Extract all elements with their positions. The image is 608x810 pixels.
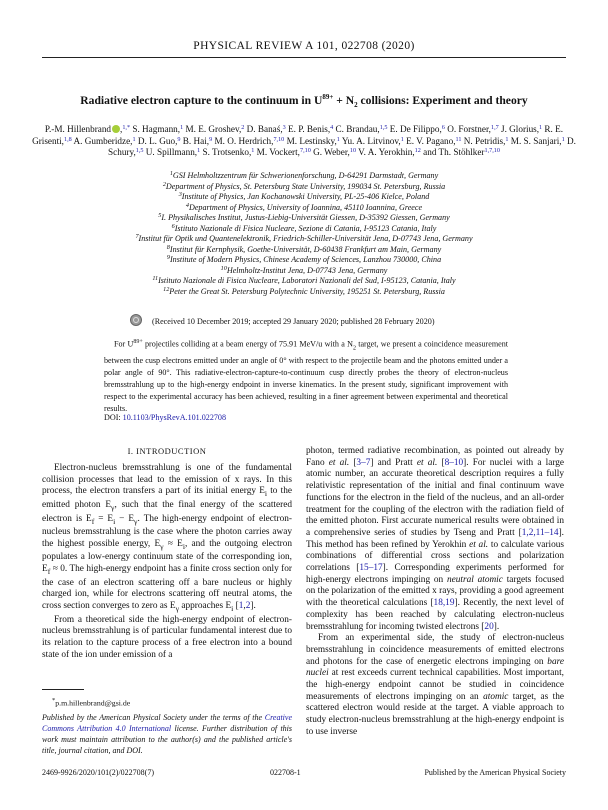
affiliation: $^4$Department of Physics, University of Ioannina, 45110 Ioannina, Greece [185, 201, 423, 212]
received-dates [130, 314, 510, 326]
affiliation-marker[interactable]: 10 [349, 147, 357, 154]
author: E. P. Benis,$^4$ [288, 124, 334, 134]
affiliation-marker[interactable]: 1,5 [135, 147, 144, 154]
affiliation-marker[interactable]: 11 [455, 135, 462, 143]
author: D. L. Guo,$^9$ [137, 135, 181, 146]
affiliation-marker[interactable]: 1,* [122, 124, 131, 131]
author: P.-M. Hillenbrand ,$^{1,*}$ [44, 124, 131, 134]
affiliation-marker[interactable]: 4 [330, 124, 334, 131]
author: V. A. Yerokhin,$^{12}$ [358, 147, 421, 157]
affiliation-marker[interactable]: 1 [561, 135, 565, 143]
footer-issn: 2469-9926/2020/101(2)/022708(7) [42, 768, 154, 777]
author: S. Trotsenko,$^1$ [202, 147, 255, 157]
right-column-text [306, 446, 564, 739]
affiliation-marker[interactable]: 1,5 [379, 124, 388, 131]
title-sub: 2 [354, 101, 358, 110]
license-notice: Published by the American Physical Society under the terms of the Creative Commons Attribution 4.0 International license. Further distribution of this work must maintain attribution to the author(s) and the published article's title, journal citation, and DOI. [42, 713, 293, 755]
affiliation-marker[interactable]: 1 [336, 135, 340, 143]
affiliation-marker[interactable]: 1 [505, 135, 509, 143]
author: D. Schury,$^{1,5}$ [108, 135, 576, 157]
affiliation-marker[interactable]: 1 [132, 135, 136, 143]
affiliation-marker[interactable]: 1 [197, 147, 201, 154]
affiliation-marker[interactable]: 1 [251, 147, 255, 154]
affiliation: $^{11}$Istituto Nazionale di Fisica Nucleare, Laboratori Nazionali del Sud, I-95123, Catania, Italy [152, 275, 456, 285]
author: C. Brandau,$^{1,5}$ [335, 124, 388, 134]
author: E. V. Pagano,$^{11}$ [406, 135, 462, 146]
affiliation-marker[interactable]: 9 [177, 135, 181, 143]
license-link[interactable]: Creative Commons Attribution 4.0 International [42, 713, 292, 733]
doi-link[interactable]: 10.1103/PhysRevA.101.022708 [122, 413, 227, 422]
affiliation-list [40, 171, 568, 297]
affiliation-marker[interactable]: 1 [400, 135, 404, 143]
paragraph: Electron-nucleus bremsstrahlung is one of the fundamental collision processes that lead to the emission of x rays. In this process, the electron transfers a part of its initial energy $E_i$ to the emitted photon $E_\gamma$, such that the final energy of the scattered electron is $E_f = E_i - E_\gamma$. The high-energy endpoint of electron-nucleus bremsstrahlung is the case where the photon carries away the highest possible energy, $E_\gamma \approx E_i$, and the outgoing electron populates a low-energy continuum state of the corresponding ion, $E_f \approx 0$. The high-energy endpoint has a finite cross section only for the case of an electron scattering off a bare nucleus or highly charged ion, while for electrons scattering off neutral atoms, the cross section converges to zero as $E_\gamma$ approaches $E_i$ [1,2]. [42, 463, 293, 613]
affiliation-marker[interactable]: 9 [209, 135, 213, 143]
citation-link[interactable]: 18,19 [433, 598, 455, 609]
doi-line [104, 413, 404, 422]
affiliation-marker[interactable]: 1,7 [490, 124, 499, 131]
affiliation: $^8$Institut für Kernphysik, Goethe-Universität, D-60438 Frankfurt am Main, Germany [166, 243, 442, 254]
paragraph: From a theoretical side the high-energy endpoint of electron-nucleus bremsstrahlung is of particular fundamental interest due to its relation to the capture process of a free electron into a bound state of the ion under emission of a [42, 614, 292, 660]
affiliation-marker[interactable]: 3 [282, 124, 286, 131]
creative-commons-icon [130, 314, 142, 326]
citation-link[interactable]: 20 [484, 621, 494, 632]
affiliation: $^9$Institute of Modern Physics, Chinese Academy of Sciences, Lanzhou 730000, China [166, 254, 442, 264]
author: U. Spillmann,$^1$ [145, 147, 201, 157]
author: M. Lestinsky,$^1$ [286, 135, 340, 146]
author: D. Banaś,$^3$ [246, 124, 286, 134]
citation-link[interactable]: 2 [245, 601, 251, 612]
affiliation-marker[interactable]: 2 [241, 124, 245, 131]
title-text-end: collisions: Experiment and theory [357, 93, 528, 107]
author: E. De Filippo,$^6$ [389, 124, 445, 134]
affiliation-marker[interactable]: 6 [441, 124, 445, 131]
footer-publisher: Published by the American Physical Society [424, 768, 566, 777]
author: and Th. Stöhlker$^{1,7,10}$ [423, 147, 500, 157]
affiliation: $^{10}$Helmholtz-Institut Jena, D-07743 Jena, Germany [220, 264, 388, 275]
affiliation-marker[interactable]: 7,10 [273, 135, 285, 143]
author: M. O. Herdrich,$^{7,10}$ [214, 135, 285, 146]
orcid-icon[interactable] [112, 125, 120, 133]
corresponding-author-footnote: *p.m.hillenbrand@gsi.de [52, 697, 131, 708]
left-column-text [42, 463, 292, 661]
citation-link[interactable]: 1,2,11–14 [521, 527, 559, 538]
author: A. Gumberidze,$^1$ [73, 135, 136, 146]
author: J. Glorius,$^1$ [501, 124, 543, 134]
author: R. E. Grisenti,$^{1,8}$ [32, 124, 564, 146]
author: M. E. Groshev,$^2$ [185, 124, 245, 134]
title-charge: 89+ [322, 93, 334, 101]
author: S. Hagmann,$^1$ [132, 124, 184, 134]
paragraph: photon, termed radiative recombination, as pointed out already by Fano et al. [3–7] and Pratt et al. [8–10]. For nuclei with a large atomic number, an accurate theoretical description requires a fully relativistic representation of the initial and final continuum wave functions for the electron in the field of the nucleus, and an all-order treatment for the coupling of the electron with the radiation field of the emitted photon. First accurate numerical results were obtained in a comprehensive series of studies by Tseng and Pratt [1,2,11–14]. This method has been refined by Yerokhin et al. to calculate various combinations of differential cross sections and polarization correlations [15–17]. Corresponding experiments performed for high-energy electrons impinging on neutral atomic targets focused on the polarization of the emitted x rays, providing a good agreement with the theoretical calculations [18,19]. Recently, the next level of complexity has been reached by calculating electron-nucleus bremsstrahlung for incoming twisted electrons [20]. [306, 446, 565, 632]
title-text-mid: + N [333, 93, 355, 107]
affiliation-marker[interactable]: 7,10 [299, 147, 311, 154]
author: O. Forstner,$^{1,7}$ [447, 124, 499, 134]
affiliation: $^{12}$Peter the Great St. Petersburg Polytechnic University, 195251 St. Petersburg, Russia [163, 285, 445, 296]
author: N. Petridis,$^1$ [463, 135, 509, 146]
affiliation-marker[interactable]: 1 [180, 124, 184, 131]
affiliation-marker[interactable]: 1,7,10 [484, 147, 500, 154]
author-list [30, 124, 578, 159]
journal-header: PHYSICAL REVIEW A 101, 022708 (2020) [193, 40, 415, 52]
footer-page-number: 022708-1 [270, 768, 301, 777]
header-rule [42, 57, 566, 58]
citation-link[interactable]: 15–17 [359, 563, 383, 574]
affiliation: $^2$Department of Physics, St. Petersburg State University, 199034 St. Petersburg, Russia [162, 180, 446, 191]
footnote-rule [42, 689, 84, 690]
affiliation: $^5$I. Physikalisches Institut, Justus-Liebig-Universität Giessen, D-35392 Giessen, Germany [158, 212, 450, 222]
abstract: For $U^{89+}$ projectiles colliding at a beam energy of 75.91 MeV/u with a $N_2$ target, we present a coincidence measurement between the cusp electrons emitted under an angle of 0° with respect to the projectile beam and the photons emitted under a polar angle of 90°. This radiative-electron-capture-to-continuum cusp directly probes the theory of electron-nucleus bremsstrahlung up to the high-energy endpoint in inverse kinematics. In the present study, significant improvement with respect to the experimental accuracy has been achieved, resulting in a finer agreement between experimental and theoretical results. [104, 339, 509, 414]
affiliation-marker[interactable]: 1,8 [63, 135, 72, 143]
doi-label: DOI: [104, 413, 121, 422]
paragraph: From an experimental side, the study of electron-nucleus bremsstrahlung in coincidence measurements of emitted electrons and photons for the case of energetic electrons impinging on bare nuclei at rest exceeds current technical capabilities. Most important, the high-energy endpoint cannot be studied in coincidence measurements of electrons impinging on an atomic target, as the scattered electron would reside at the target. A viable approach to study electron-nucleus bremsstrahlung at the high-energy endpoint is to use inverse [306, 633, 564, 737]
affiliation: $^6$Istituto Nazionale di Fisica Nucleare, Sezione di Catania, I-95123 Catania, Italy [171, 222, 437, 233]
citation-link[interactable]: 1 [238, 601, 244, 612]
affiliation: $^1$GSI Helmholtzzentrum für Schwerionenforschung, D-64291 Darmstadt, Germany [169, 170, 439, 180]
author: G. Weber,$^{10}$ [313, 147, 357, 157]
affiliation-marker[interactable]: 1 [539, 124, 543, 131]
email-link[interactable]: p.m.hillenbrand@gsi.de [55, 698, 131, 708]
author: B. Hai,$^9$ [182, 135, 213, 146]
citation-link[interactable]: 8–10 [444, 457, 464, 468]
citation-link[interactable]: 3–7 [356, 457, 371, 468]
affiliation: $^3$Institute of Physics, Jan Kochanowski University, PL-25-406 Kielce, Poland [178, 191, 430, 201]
author: M. Vockert,$^{7,10}$ [256, 147, 311, 157]
received-text: (Received 10 December 2019; accepted 29 January 2020; published 28 February 2020) [152, 317, 435, 326]
article-title [20, 93, 588, 109]
section-heading: I. INTRODUCTION [127, 446, 207, 456]
affiliation-marker[interactable]: 12 [414, 147, 421, 154]
affiliation: $^7$Institut für Optik und Quantenelektronik, Friedrich-Schiller-Universität Jena, D-07743 Jena, Germany [135, 233, 473, 243]
author: M. S. Sanjari,$^1$ [510, 135, 565, 146]
author: Yu. A. Litvinov,$^1$ [341, 135, 404, 146]
title-text: Radiative electron capture to the continuum in U [80, 93, 323, 107]
